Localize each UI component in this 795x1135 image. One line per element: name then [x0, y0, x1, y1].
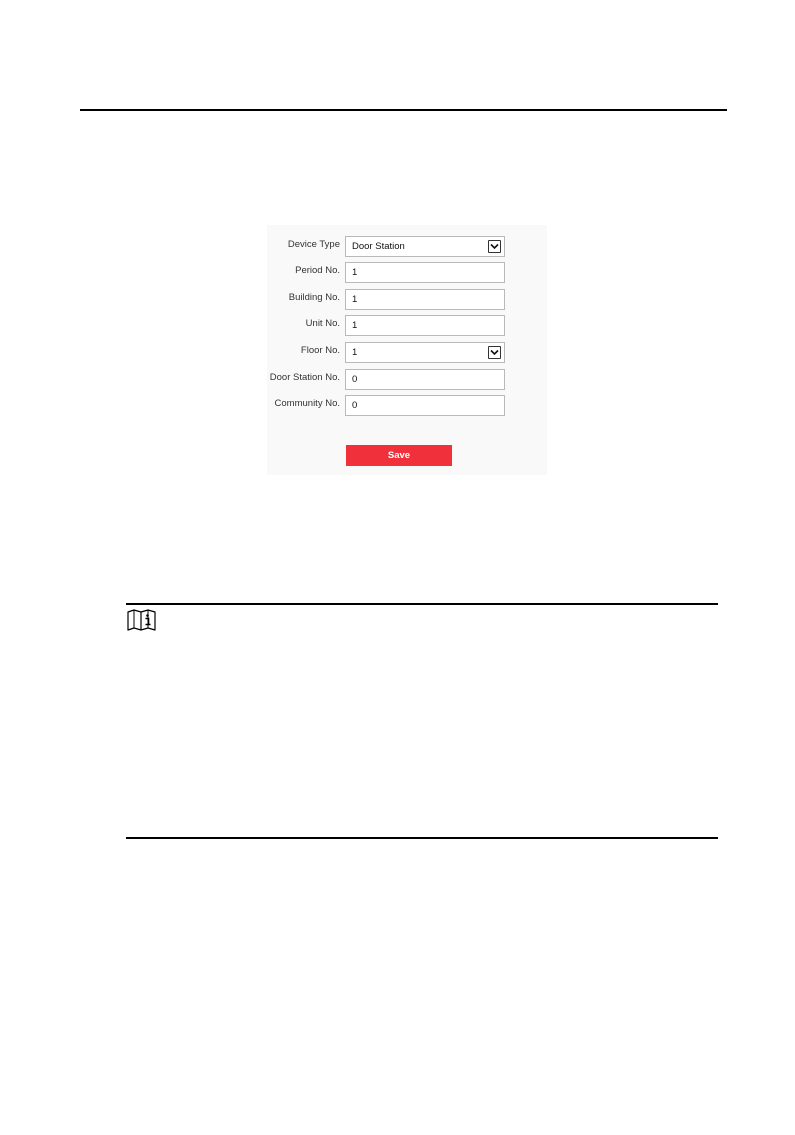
- building-no-input[interactable]: [345, 289, 505, 310]
- device-type-label: Device Type: [287, 239, 340, 250]
- community-no-row: [267, 395, 547, 416]
- building-no-row: [267, 289, 547, 310]
- floor-no-row: [267, 342, 547, 363]
- building-no-label: Building No.: [288, 292, 340, 303]
- door-station-no-input[interactable]: [345, 369, 505, 390]
- building-no-value: 1: [352, 294, 358, 305]
- device-settings-panel: [267, 225, 547, 475]
- unit-no-value: 1: [352, 320, 358, 331]
- period-no-label: Period No.: [295, 265, 340, 276]
- device-type-select[interactable]: [345, 236, 505, 257]
- community-no-label: Community No.: [274, 398, 340, 409]
- unit-no-label: Unit No.: [305, 318, 340, 329]
- chevron-down-icon[interactable]: [488, 346, 501, 359]
- save-button[interactable]: Save: [346, 445, 452, 466]
- note-top-rule: [126, 603, 718, 605]
- header-rule: [80, 109, 727, 111]
- device-type-row: [267, 236, 547, 257]
- community-no-value: 0: [352, 400, 358, 411]
- period-no-input[interactable]: [345, 262, 505, 283]
- unit-no-input[interactable]: [345, 315, 505, 336]
- unit-no-row: [267, 315, 547, 336]
- floor-no-value: 1: [352, 347, 358, 358]
- door-station-no-row: [267, 369, 547, 390]
- chevron-down-icon[interactable]: [488, 240, 501, 253]
- device-type-value: Door Station: [352, 241, 405, 252]
- door-station-no-label: Door Station No.: [269, 372, 340, 383]
- community-no-input[interactable]: [345, 395, 505, 416]
- period-no-value: 1: [352, 267, 358, 278]
- floor-no-label: Floor No.: [300, 345, 340, 356]
- floor-no-select[interactable]: [345, 342, 505, 363]
- note-book-info-icon: [126, 609, 158, 631]
- period-no-row: [267, 262, 547, 283]
- note-bottom-rule: [126, 837, 718, 839]
- door-station-no-value: 0: [352, 374, 358, 385]
